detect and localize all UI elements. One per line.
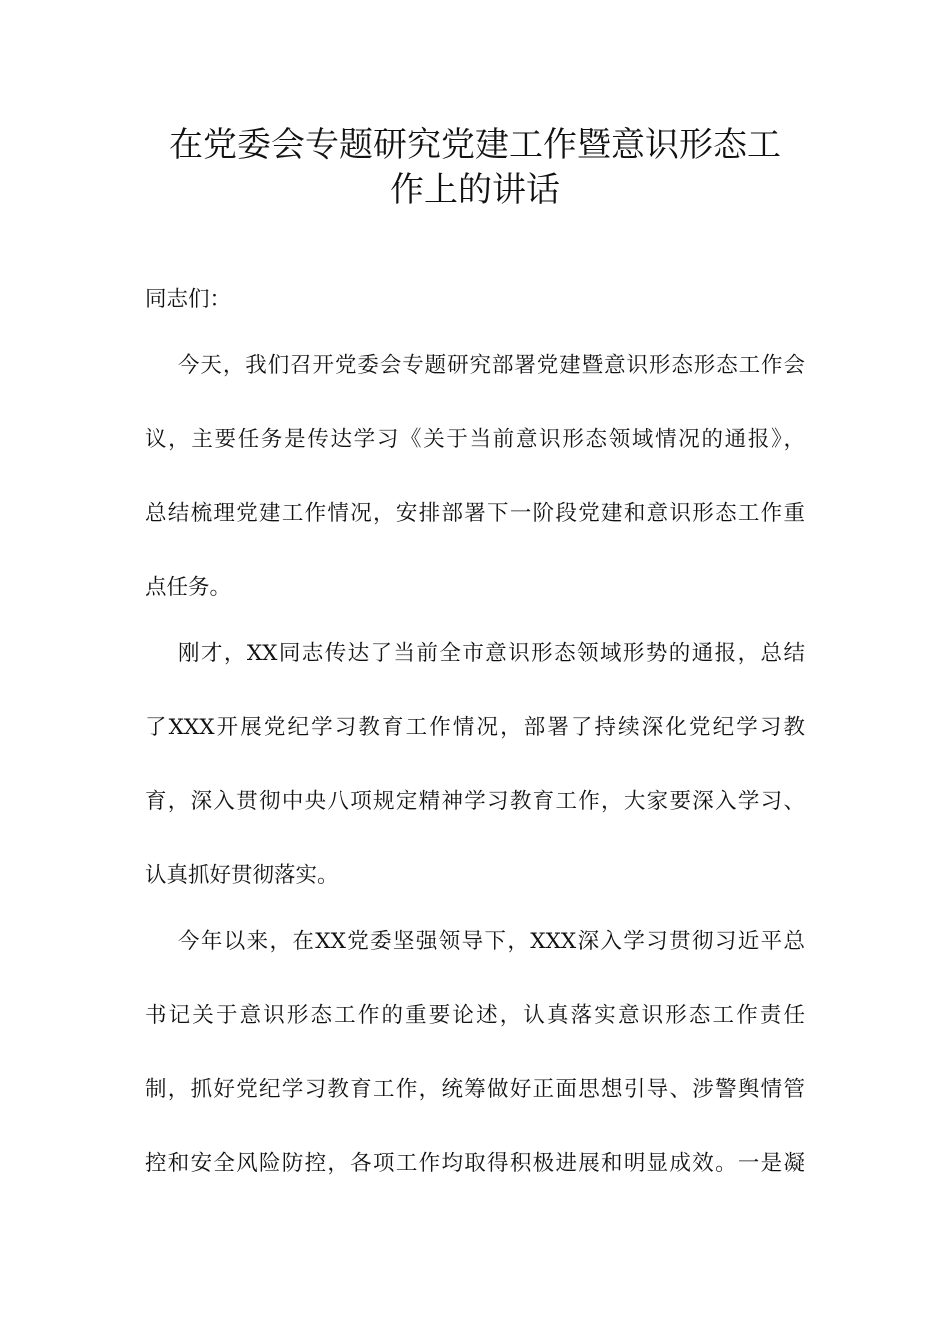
paragraph-2 xyxy=(145,617,805,913)
document-body xyxy=(145,263,805,1201)
document-title-line-2: 作上的讲话 xyxy=(390,170,560,210)
paragraph-line: 今年以来，在XX党委坚强领导下，XXX深入学习贯彻习近平总 xyxy=(178,929,805,954)
paragraph-line: 点任务。 xyxy=(145,575,232,600)
paragraph-line: 了XXX开展党纪学习教育工作情况，部署了持续深化党纪学习教 xyxy=(145,715,805,740)
paragraph-line: 今天，我们召开党委会专题研究部署党建暨意识形态形态工作会 xyxy=(178,353,805,378)
paragraph-line: 控和安全风险防控，各项工作均取得积极进展和明显成效。一是凝 xyxy=(145,1151,805,1176)
paragraph-line: 总结梳理党建工作情况，安排部署下一阶段党建和意识形态工作重 xyxy=(145,501,805,526)
greeting: 同志们： xyxy=(145,287,232,312)
paragraph-line: 议，主要任务是传达学习《关于当前意识形态领域情况的通报》， xyxy=(145,427,805,452)
paragraph-line: 认真抓好贯彻落实。 xyxy=(145,863,339,888)
paragraph-line: 育，深入贯彻中央八项规定精神学习教育工作，大家要深入学习、 xyxy=(145,789,805,814)
paragraph-line: 制，抓好党纪学习教育工作，统筹做好正面思想引导、涉警舆情管 xyxy=(145,1077,805,1102)
paragraph-3 xyxy=(145,905,805,1201)
paragraph-line: 刚才，XX同志传达了当前全市意识形态领域形势的通报，总结 xyxy=(178,641,805,666)
paragraph-line: 书记关于意识形态工作的重要论述，认真落实意识形态工作责任 xyxy=(145,1003,805,1028)
paragraph-1 xyxy=(145,329,805,625)
document-title-line-1: 在党委会专题研究党建工作暨意识形态工 xyxy=(169,125,781,165)
